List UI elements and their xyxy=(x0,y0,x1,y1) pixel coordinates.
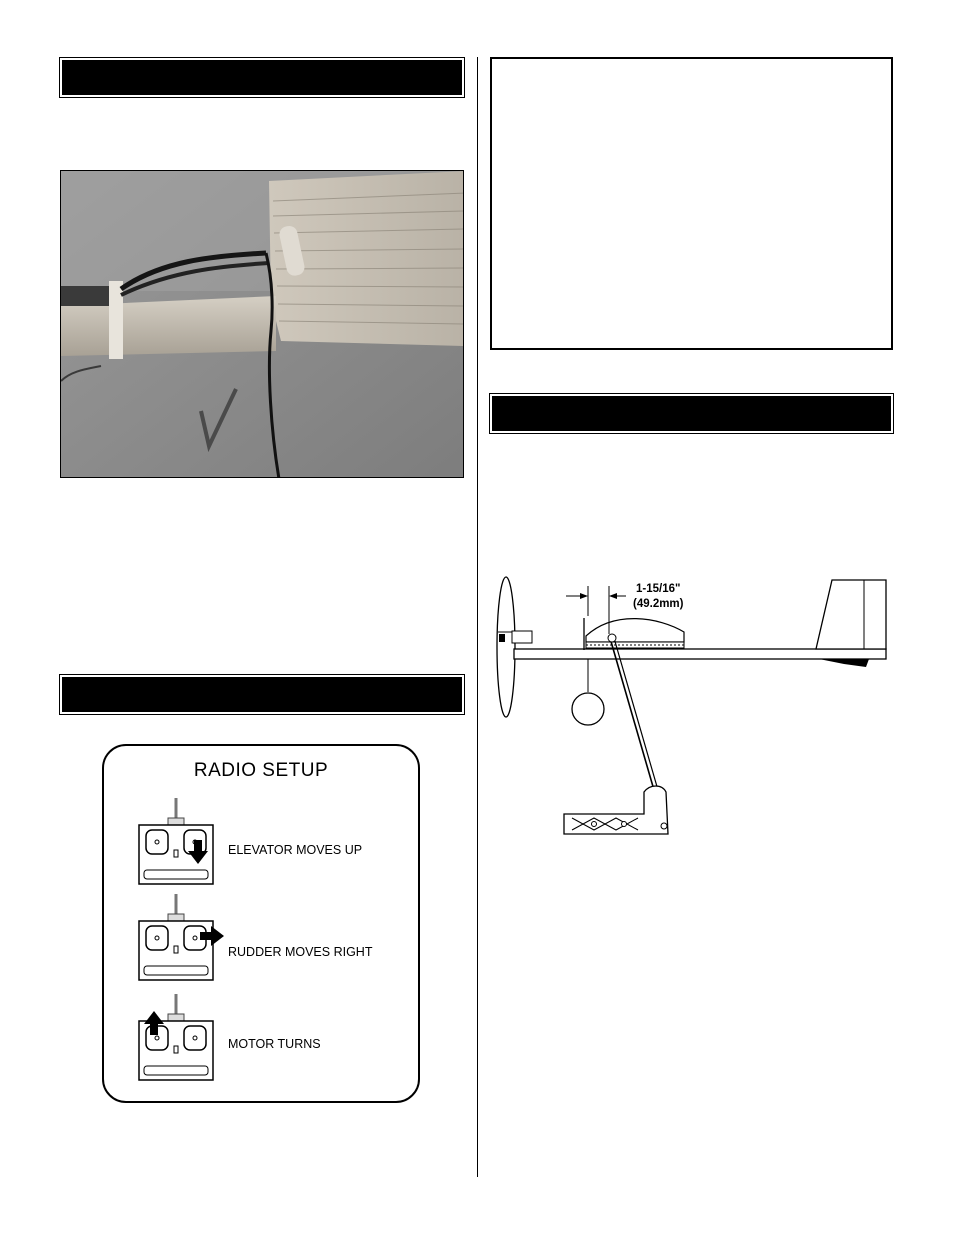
transmitter-icon xyxy=(138,994,214,1082)
arrow-up-icon xyxy=(144,1011,164,1035)
arrow-right-icon xyxy=(200,926,224,946)
rudder-label: RUDDER MOVES RIGHT xyxy=(228,945,373,959)
cg-balance-diagram xyxy=(494,572,894,842)
radio-setup-panel xyxy=(102,744,420,1103)
photo-illustration xyxy=(61,171,464,478)
arrow-down-icon xyxy=(188,840,208,864)
cg-dimension-metric-label: (49.2mm) xyxy=(633,598,684,610)
motor-label: MOTOR TURNS xyxy=(228,1037,321,1051)
column-divider xyxy=(477,57,478,1177)
cg-dimension-label: 1-15/16" xyxy=(636,583,681,595)
elevator-label: ELEVATOR MOVES UP xyxy=(228,843,363,857)
section-header-3 xyxy=(62,677,462,712)
note-box xyxy=(490,57,893,350)
radio-setup-title: RADIO SETUP xyxy=(193,760,329,781)
section-header-1 xyxy=(62,60,462,95)
wing-wiring-photo xyxy=(60,170,464,478)
section-header-2 xyxy=(492,396,891,431)
